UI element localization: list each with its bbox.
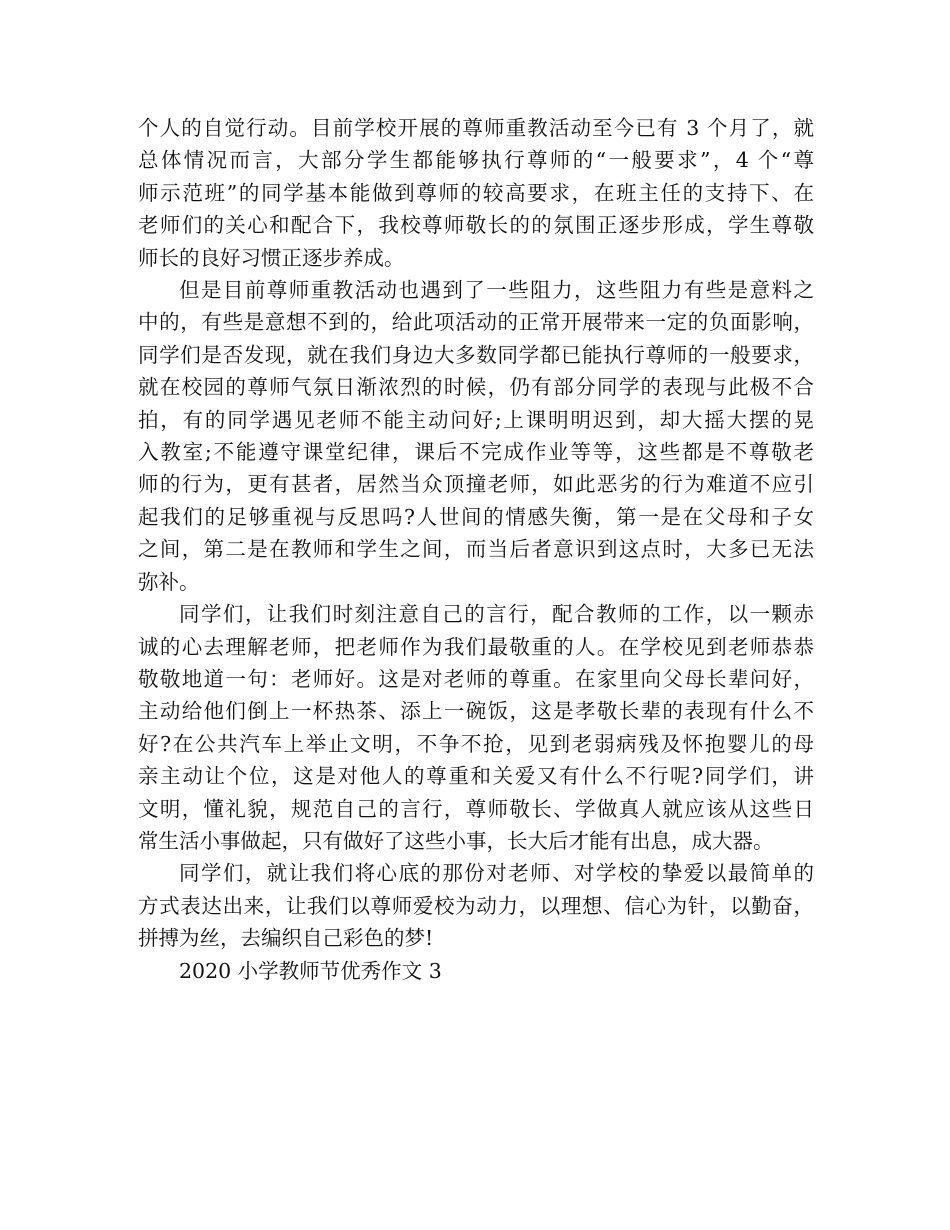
paragraph-line: 主动给他们倒上一杯热茶、添上一碗饭，这是孝敬长辈的表现有什么不 bbox=[138, 699, 814, 724]
paragraph-line: 拍，有的同学遇见老师不能主动问好;上课明明迟到，却大摇大摆的晃 bbox=[138, 407, 814, 432]
paragraph-line: 同学们，就让我们将心底的那份对老师、对学校的挚爱以最简单的 bbox=[179, 861, 814, 886]
paragraph-line: 但是目前尊师重教活动也遇到了一些阻力，这些阻力有些是意料之 bbox=[179, 278, 814, 303]
paragraph-line: 之间，第二是在教师和学生之间，而当后者意识到这点时，大多已无法 bbox=[138, 537, 814, 562]
paragraph-line: 亲主动让个位，这是对他人的尊重和关爱又有什么不行呢?同学们，讲 bbox=[138, 764, 814, 789]
paragraph-line: 入教室;不能遵守课堂纪律，课后不完成作业等等，这些都是不尊敬老 bbox=[138, 440, 814, 465]
paragraph-line: 敬敬地道一句：老师好。这是对老师的尊重。在家里向父母长辈问好， bbox=[138, 666, 814, 691]
paragraph bbox=[138, 598, 814, 857]
paragraph-line: 个人的自觉行动。目前学校开展的尊师重教活动至今已有 3 个月了，就 bbox=[138, 116, 814, 140]
paragraph bbox=[138, 274, 814, 598]
paragraph-line: 中的，有些是意想不到的，给此项活动的正常开展带来一定的负面影响， bbox=[138, 310, 814, 335]
paragraph-line: 同学们是否发现，就在我们身边大多数同学都已能执行尊师的一般要求， bbox=[138, 342, 814, 367]
paragraph-line: 拼搏为丝，去编织自己彩色的梦! bbox=[138, 926, 434, 951]
paragraph-line: 好?在公共汽车上举止文明，不争不抢，见到老弱病残及怀抱婴儿的母 bbox=[138, 731, 814, 756]
paragraph-line: 诚的心去理解老师，把老师作为我们最敬重的人。在学校见到老师恭恭 bbox=[138, 634, 814, 659]
paragraph-line: 方式表达出来，让我们以尊师爱校为动力，以理想、信心为针，以勤奋， bbox=[138, 893, 814, 918]
document-body bbox=[138, 112, 814, 987]
paragraph-line: 师示范班”的同学基本能做到尊师的较高要求，在班主任的支持下、在 bbox=[138, 180, 814, 205]
paragraph bbox=[138, 857, 814, 954]
section-heading: 2020 小学教师节优秀作文 3 bbox=[179, 958, 442, 983]
paragraph-line: 起我们的足够重视与反思吗?人世间的情感失衡，第一是在父母和子女 bbox=[138, 504, 814, 529]
paragraph-line: 常生活小事做起，只有做好了这些小事，长大后才能有出息，成大器。 bbox=[138, 828, 774, 853]
paragraph-line: 总体情况而言，大部分学生都能够执行尊师的“一般要求”，4 个“尊 bbox=[138, 148, 814, 173]
paragraph-line: 同学们，让我们时刻注意自己的言行，配合教师的工作，以一颗赤 bbox=[179, 602, 814, 627]
paragraph-line: 师的行为，更有甚者，居然当众顶撞老师，如此恶劣的行为难道不应引 bbox=[138, 472, 814, 497]
paragraph-line: 文明，懂礼貌，规范自己的言行，尊师敬长、学做真人就应该从这些日 bbox=[138, 796, 814, 821]
paragraph-line: 就在校园的尊师气氛日渐浓烈的时候，仍有部分同学的表现与此极不合 bbox=[138, 375, 814, 400]
paragraph bbox=[138, 112, 814, 274]
paragraph-line: 师长的良好习惯正逐步养成。 bbox=[138, 245, 405, 270]
paragraph-line: 弥补。 bbox=[138, 569, 200, 594]
paragraph-line: 老师们的关心和配合下，我校尊师敬长的的氛围正逐步形成，学生尊敬 bbox=[138, 213, 814, 238]
